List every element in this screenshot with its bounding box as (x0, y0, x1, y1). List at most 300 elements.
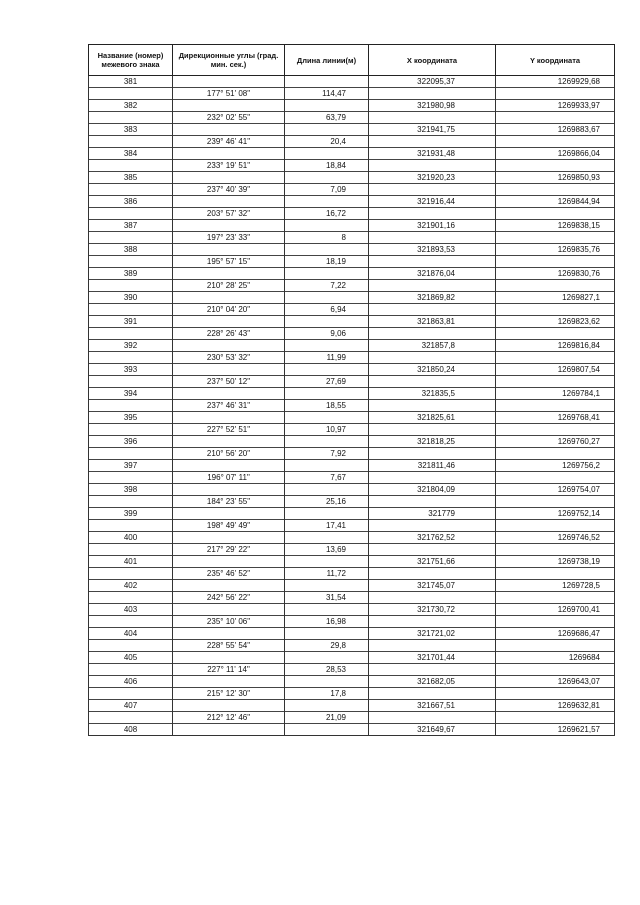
x-coordinate: 321901,16 (369, 220, 496, 232)
x-cell-empty (369, 496, 496, 508)
y-cell-empty (496, 232, 615, 244)
length-cell-empty (285, 652, 369, 664)
table-header (89, 45, 615, 76)
name-cell-empty (89, 472, 173, 484)
angle-cell-empty (173, 244, 285, 256)
angle-cell-empty (173, 124, 285, 136)
segment-row (89, 160, 615, 172)
segment-row (89, 400, 615, 412)
y-cell-empty (496, 640, 615, 652)
y-coordinate: 1269621,57 (496, 724, 615, 736)
y-cell-empty (496, 664, 615, 676)
x-cell-empty (369, 352, 496, 364)
x-cell-empty (369, 400, 496, 412)
point-name: 401 (89, 556, 173, 568)
x-coordinate: 321751,66 (369, 556, 496, 568)
y-cell-empty (496, 448, 615, 460)
y-cell-empty (496, 112, 615, 124)
segment-row (89, 280, 615, 292)
line-length: 18,55 (285, 400, 369, 412)
y-coordinate: 1269816,84 (496, 340, 615, 352)
point-name: 392 (89, 340, 173, 352)
point-name: 391 (89, 316, 173, 328)
line-length: 21,09 (285, 712, 369, 724)
point-row (89, 316, 615, 328)
line-length: 63,79 (285, 112, 369, 124)
point-name: 408 (89, 724, 173, 736)
length-cell-empty (285, 580, 369, 592)
angle-cell-empty (173, 412, 285, 424)
line-length: 17,41 (285, 520, 369, 532)
point-row (89, 268, 615, 280)
angle-cell-empty (173, 436, 285, 448)
name-cell-empty (89, 112, 173, 124)
name-cell-empty (89, 520, 173, 532)
y-coordinate: 1269746,52 (496, 532, 615, 544)
point-row (89, 508, 615, 520)
direction-angle: 210° 56' 20" (173, 448, 285, 460)
point-name: 398 (89, 484, 173, 496)
point-name: 386 (89, 196, 173, 208)
header-line-length: Длина линии(м) (285, 45, 369, 76)
y-cell-empty (496, 616, 615, 628)
length-cell-empty (285, 628, 369, 640)
x-coordinate: 321920,23 (369, 172, 496, 184)
x-coordinate: 322095,37 (369, 76, 496, 88)
angle-cell-empty (173, 100, 285, 112)
x-cell-empty (369, 424, 496, 436)
y-coordinate: 1269883,67 (496, 124, 615, 136)
direction-angle: 235° 46' 52" (173, 568, 285, 580)
direction-angle: 235° 10' 06" (173, 616, 285, 628)
point-row (89, 628, 615, 640)
direction-angle: 242° 56' 22" (173, 592, 285, 604)
name-cell-empty (89, 352, 173, 364)
x-cell-empty (369, 568, 496, 580)
segment-row (89, 208, 615, 220)
x-coordinate: 321893,53 (369, 244, 496, 256)
name-cell-empty (89, 160, 173, 172)
point-name: 397 (89, 460, 173, 472)
name-cell-empty (89, 544, 173, 556)
y-cell-empty (496, 184, 615, 196)
line-length: 7,22 (285, 280, 369, 292)
name-cell-empty (89, 328, 173, 340)
segment-row (89, 712, 615, 724)
point-row (89, 700, 615, 712)
angle-cell-empty (173, 172, 285, 184)
x-coordinate: 321869,82 (369, 292, 496, 304)
length-cell-empty (285, 724, 369, 736)
length-cell-empty (285, 244, 369, 256)
segment-row (89, 136, 615, 148)
length-cell-empty (285, 412, 369, 424)
x-cell-empty (369, 184, 496, 196)
length-cell-empty (285, 340, 369, 352)
length-cell-empty (285, 484, 369, 496)
point-name: 400 (89, 532, 173, 544)
y-coordinate: 1269830,76 (496, 268, 615, 280)
line-length: 7,09 (285, 184, 369, 196)
x-cell-empty (369, 592, 496, 604)
point-name: 403 (89, 604, 173, 616)
point-name: 407 (89, 700, 173, 712)
angle-cell-empty (173, 268, 285, 280)
length-cell-empty (285, 148, 369, 160)
direction-angle: 230° 53' 32" (173, 352, 285, 364)
point-name: 383 (89, 124, 173, 136)
direction-angle: 215° 12' 30" (173, 688, 285, 700)
point-row (89, 580, 615, 592)
angle-cell-empty (173, 676, 285, 688)
direction-angle: 198° 49' 49" (173, 520, 285, 532)
table-body (89, 76, 615, 736)
y-cell-empty (496, 88, 615, 100)
y-coordinate: 1269760,27 (496, 436, 615, 448)
segment-row (89, 640, 615, 652)
x-cell-empty (369, 328, 496, 340)
x-cell-empty (369, 520, 496, 532)
point-row (89, 340, 615, 352)
y-cell-empty (496, 352, 615, 364)
segment-row (89, 184, 615, 196)
x-coordinate: 321730,72 (369, 604, 496, 616)
x-cell-empty (369, 472, 496, 484)
segment-row (89, 688, 615, 700)
name-cell-empty (89, 232, 173, 244)
segment-row (89, 544, 615, 556)
header-y-coordinate: Y координата (496, 45, 615, 76)
segment-row (89, 496, 615, 508)
segment-row (89, 568, 615, 580)
line-length: 18,19 (285, 256, 369, 268)
y-coordinate: 1269835,76 (496, 244, 615, 256)
x-coordinate: 321850,24 (369, 364, 496, 376)
line-length: 11,99 (285, 352, 369, 364)
x-coordinate: 321745,07 (369, 580, 496, 592)
length-cell-empty (285, 316, 369, 328)
direction-angle: 232° 02' 55" (173, 112, 285, 124)
point-name: 396 (89, 436, 173, 448)
name-cell-empty (89, 280, 173, 292)
x-cell-empty (369, 208, 496, 220)
direction-angle: 237° 50' 12" (173, 376, 285, 388)
boundary-coordinates-table (88, 44, 615, 736)
point-name: 395 (89, 412, 173, 424)
angle-cell-empty (173, 460, 285, 472)
segment-row (89, 376, 615, 388)
line-length: 11,72 (285, 568, 369, 580)
point-name: 393 (89, 364, 173, 376)
y-cell-empty (496, 328, 615, 340)
x-cell-empty (369, 136, 496, 148)
length-cell-empty (285, 436, 369, 448)
x-coordinate: 321701,44 (369, 652, 496, 664)
y-cell-empty (496, 400, 615, 412)
x-cell-empty (369, 616, 496, 628)
direction-angle: 197° 23' 33" (173, 232, 285, 244)
point-row (89, 412, 615, 424)
x-cell-empty (369, 376, 496, 388)
segment-row (89, 520, 615, 532)
y-coordinate: 1269784,1 (496, 388, 615, 400)
x-coordinate: 321818,25 (369, 436, 496, 448)
y-coordinate: 1269933,97 (496, 100, 615, 112)
angle-cell-empty (173, 76, 285, 88)
point-row (89, 76, 615, 88)
line-length: 9,06 (285, 328, 369, 340)
point-row (89, 244, 615, 256)
x-coordinate: 321649,67 (369, 724, 496, 736)
name-cell-empty (89, 688, 173, 700)
name-cell-empty (89, 448, 173, 460)
point-row (89, 292, 615, 304)
x-cell-empty (369, 544, 496, 556)
point-name: 402 (89, 580, 173, 592)
y-coordinate: 1269823,62 (496, 316, 615, 328)
length-cell-empty (285, 100, 369, 112)
y-coordinate: 1269838,15 (496, 220, 615, 232)
x-cell-empty (369, 304, 496, 316)
point-row (89, 220, 615, 232)
direction-angle: 184° 23' 55" (173, 496, 285, 508)
angle-cell-empty (173, 220, 285, 232)
line-length: 13,69 (285, 544, 369, 556)
y-coordinate: 1269827,1 (496, 292, 615, 304)
x-coordinate: 321825,61 (369, 412, 496, 424)
segment-row (89, 424, 615, 436)
point-row (89, 364, 615, 376)
y-cell-empty (496, 544, 615, 556)
name-cell-empty (89, 712, 173, 724)
length-cell-empty (285, 532, 369, 544)
x-cell-empty (369, 160, 496, 172)
length-cell-empty (285, 508, 369, 520)
y-cell-empty (496, 208, 615, 220)
angle-cell-empty (173, 316, 285, 328)
y-coordinate: 1269929,68 (496, 76, 615, 88)
length-cell-empty (285, 460, 369, 472)
segment-row (89, 304, 615, 316)
x-coordinate: 321980,98 (369, 100, 496, 112)
point-name: 385 (89, 172, 173, 184)
angle-cell-empty (173, 484, 285, 496)
angle-cell-empty (173, 148, 285, 160)
segment-row (89, 616, 615, 628)
direction-angle: 212° 12' 46" (173, 712, 285, 724)
line-length: 6,94 (285, 304, 369, 316)
x-coordinate: 321762,52 (369, 532, 496, 544)
direction-angle: 239° 46' 41" (173, 136, 285, 148)
x-coordinate: 321682,05 (369, 676, 496, 688)
length-cell-empty (285, 220, 369, 232)
length-cell-empty (285, 124, 369, 136)
header-direction-angle: Дирекционные углы (град. мин. сек.) (173, 45, 285, 76)
x-coordinate: 321779 (369, 508, 496, 520)
x-coordinate: 321835,5 (369, 388, 496, 400)
header-point-name: Название (номер) межевого знака (89, 45, 173, 76)
point-name: 405 (89, 652, 173, 664)
line-length: 8 (285, 232, 369, 244)
angle-cell-empty (173, 604, 285, 616)
x-cell-empty (369, 688, 496, 700)
x-coordinate: 321931,48 (369, 148, 496, 160)
segment-row (89, 352, 615, 364)
point-name: 389 (89, 268, 173, 280)
point-name: 387 (89, 220, 173, 232)
point-row (89, 100, 615, 112)
name-cell-empty (89, 496, 173, 508)
y-cell-empty (496, 256, 615, 268)
x-cell-empty (369, 232, 496, 244)
direction-angle: 237° 46' 31" (173, 400, 285, 412)
point-name: 399 (89, 508, 173, 520)
y-cell-empty (496, 496, 615, 508)
name-cell-empty (89, 376, 173, 388)
y-cell-empty (496, 160, 615, 172)
angle-cell-empty (173, 652, 285, 664)
length-cell-empty (285, 388, 369, 400)
point-name: 384 (89, 148, 173, 160)
line-length: 18,84 (285, 160, 369, 172)
direction-angle: 228° 55' 54" (173, 640, 285, 652)
angle-cell-empty (173, 556, 285, 568)
name-cell-empty (89, 184, 173, 196)
y-cell-empty (496, 136, 615, 148)
length-cell-empty (285, 556, 369, 568)
direction-angle: 227° 52' 51" (173, 424, 285, 436)
point-name: 404 (89, 628, 173, 640)
name-cell-empty (89, 424, 173, 436)
line-length: 7,67 (285, 472, 369, 484)
angle-cell-empty (173, 340, 285, 352)
y-coordinate: 1269844,94 (496, 196, 615, 208)
length-cell-empty (285, 676, 369, 688)
length-cell-empty (285, 76, 369, 88)
y-coordinate: 1269700,41 (496, 604, 615, 616)
y-cell-empty (496, 280, 615, 292)
direction-angle: 228° 26' 43" (173, 328, 285, 340)
angle-cell-empty (173, 196, 285, 208)
x-coordinate: 321876,04 (369, 268, 496, 280)
x-coordinate: 321941,75 (369, 124, 496, 136)
name-cell-empty (89, 256, 173, 268)
y-coordinate: 1269643,07 (496, 676, 615, 688)
angle-cell-empty (173, 532, 285, 544)
segment-row (89, 472, 615, 484)
segment-row (89, 88, 615, 100)
x-coordinate: 321916,44 (369, 196, 496, 208)
name-cell-empty (89, 616, 173, 628)
point-row (89, 556, 615, 568)
point-name: 394 (89, 388, 173, 400)
point-row (89, 124, 615, 136)
name-cell-empty (89, 640, 173, 652)
point-row (89, 388, 615, 400)
x-cell-empty (369, 640, 496, 652)
direction-angle: 237° 40' 39" (173, 184, 285, 196)
segment-row (89, 448, 615, 460)
x-cell-empty (369, 280, 496, 292)
line-length: 114,47 (285, 88, 369, 100)
direction-angle: 233° 19' 51" (173, 160, 285, 172)
y-cell-empty (496, 424, 615, 436)
line-length: 29,8 (285, 640, 369, 652)
angle-cell-empty (173, 508, 285, 520)
direction-angle: 227° 11' 14" (173, 664, 285, 676)
y-cell-empty (496, 568, 615, 580)
name-cell-empty (89, 592, 173, 604)
document-page (88, 44, 614, 862)
x-cell-empty (369, 88, 496, 100)
line-length: 27,69 (285, 376, 369, 388)
y-cell-empty (496, 520, 615, 532)
angle-cell-empty (173, 700, 285, 712)
segment-row (89, 112, 615, 124)
y-cell-empty (496, 472, 615, 484)
direction-angle: 196° 07' 11" (173, 472, 285, 484)
point-row (89, 676, 615, 688)
segment-row (89, 592, 615, 604)
y-cell-empty (496, 592, 615, 604)
length-cell-empty (285, 172, 369, 184)
segment-row (89, 328, 615, 340)
segment-row (89, 664, 615, 676)
y-coordinate: 1269807,54 (496, 364, 615, 376)
line-length: 17,8 (285, 688, 369, 700)
x-coordinate: 321811,46 (369, 460, 496, 472)
point-row (89, 196, 615, 208)
length-cell-empty (285, 700, 369, 712)
x-coordinate: 321857,8 (369, 340, 496, 352)
direction-angle: 210° 04' 20" (173, 304, 285, 316)
angle-cell-empty (173, 364, 285, 376)
angle-cell-empty (173, 388, 285, 400)
y-coordinate: 1269752,14 (496, 508, 615, 520)
point-row (89, 436, 615, 448)
line-length: 10,97 (285, 424, 369, 436)
x-coordinate: 321721,02 (369, 628, 496, 640)
point-row (89, 148, 615, 160)
y-coordinate: 1269866,04 (496, 148, 615, 160)
point-name: 381 (89, 76, 173, 88)
line-length: 20,4 (285, 136, 369, 148)
x-coordinate: 321804,09 (369, 484, 496, 496)
point-name: 382 (89, 100, 173, 112)
y-coordinate: 1269728,5 (496, 580, 615, 592)
angle-cell-empty (173, 724, 285, 736)
angle-cell-empty (173, 628, 285, 640)
x-cell-empty (369, 448, 496, 460)
y-coordinate: 1269850,93 (496, 172, 615, 184)
y-cell-empty (496, 304, 615, 316)
x-cell-empty (369, 256, 496, 268)
y-coordinate: 1269754,07 (496, 484, 615, 496)
length-cell-empty (285, 268, 369, 280)
y-coordinate: 1269756,2 (496, 460, 615, 472)
line-length: 16,98 (285, 616, 369, 628)
direction-angle: 203° 57' 32" (173, 208, 285, 220)
direction-angle: 217° 29' 22" (173, 544, 285, 556)
x-coordinate: 321667,51 (369, 700, 496, 712)
point-row (89, 460, 615, 472)
direction-angle: 195° 57' 15" (173, 256, 285, 268)
angle-cell-empty (173, 292, 285, 304)
point-name: 406 (89, 676, 173, 688)
y-coordinate: 1269738,19 (496, 556, 615, 568)
length-cell-empty (285, 196, 369, 208)
y-cell-empty (496, 712, 615, 724)
